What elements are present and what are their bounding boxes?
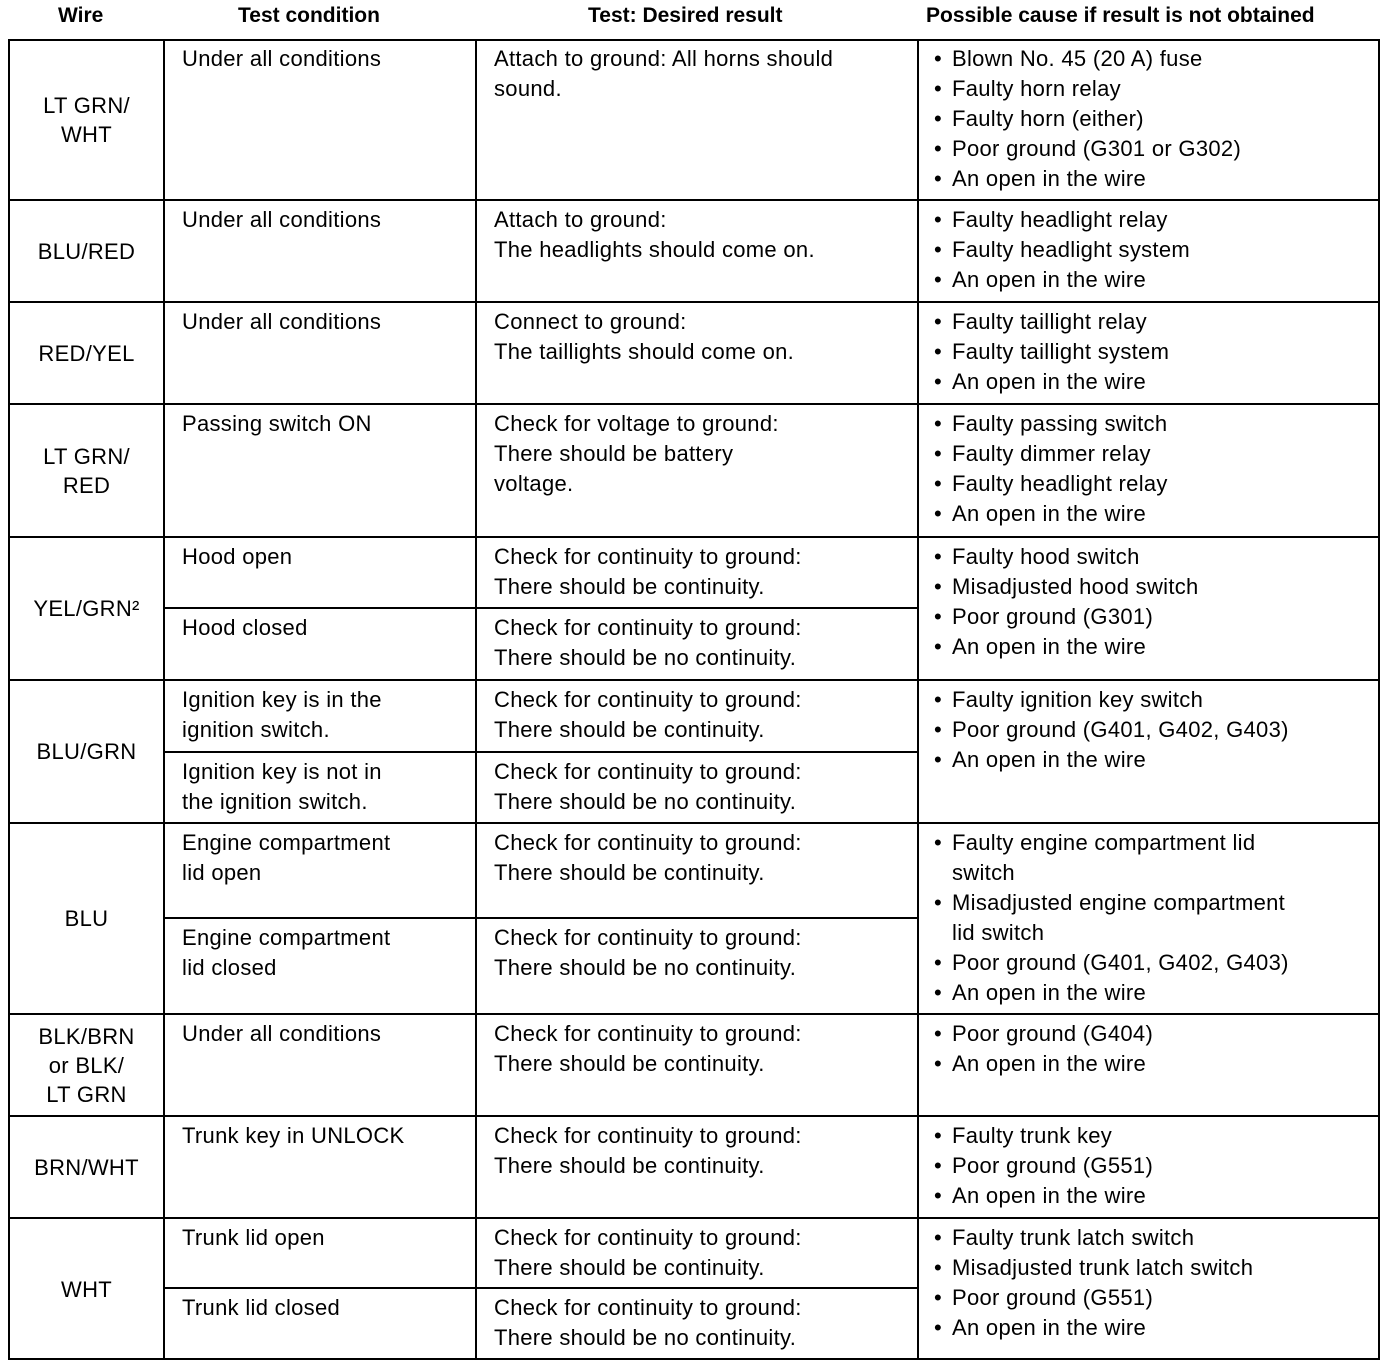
wire-color-label — [37, 737, 137, 766]
possible-cause-cell — [918, 302, 1379, 404]
wire-label-line: YEL/GRN² — [33, 596, 140, 621]
header-test-condition: Test condition — [238, 4, 380, 27]
bullet-icon: • — [934, 1285, 943, 1310]
bullet-icon: • — [934, 687, 943, 712]
wire-color-cell — [9, 200, 164, 302]
wire-label-line: LT GRN/ — [43, 443, 130, 469]
cause-list-item — [934, 1313, 1379, 1343]
cause-list-item — [934, 1019, 1379, 1049]
wire-label-line: WHT — [61, 1276, 112, 1302]
sub-row-divider — [164, 751, 918, 753]
test-condition-line: ignition switch. — [182, 717, 330, 742]
bullet-icon: • — [934, 441, 943, 466]
desired-result-line: The headlights should come on. — [494, 237, 815, 262]
test-condition-line: the ignition switch. — [182, 789, 368, 814]
wire-color-label — [33, 594, 139, 623]
desired-result-cell — [476, 302, 918, 404]
cause-text: An open in the wire — [952, 166, 1147, 191]
desired-result-cell — [476, 39, 918, 200]
test-condition-cell — [164, 752, 476, 823]
cause-list-item — [934, 74, 1379, 104]
wire-color-label — [38, 237, 135, 266]
possible-cause-cell — [918, 1116, 1379, 1218]
test-condition-line: Trunk lid closed — [182, 1295, 341, 1320]
cause-text: Faulty hood switch — [952, 544, 1140, 569]
test-condition-cell — [164, 537, 476, 608]
header-possible-cause: Possible cause if result is not obtained — [926, 4, 1315, 27]
wire-color-label — [38, 1022, 134, 1109]
bullet-icon: • — [934, 1315, 943, 1340]
header-desired-result: Test: Desired result — [588, 4, 783, 27]
possible-cause-cell — [918, 1218, 1379, 1360]
wire-color-label — [65, 904, 109, 933]
possible-cause-cell — [918, 823, 1379, 1014]
cause-list-item — [934, 439, 1379, 469]
bullet-icon: • — [934, 830, 943, 855]
test-condition-line: Under all conditions — [182, 309, 382, 334]
desired-result-cell — [476, 537, 918, 608]
test-condition-line: lid closed — [182, 955, 277, 980]
bullet-icon: • — [934, 411, 943, 436]
test-condition-line: lid open — [182, 860, 262, 885]
test-condition-cell — [164, 1116, 476, 1218]
bullet-icon: • — [934, 1051, 943, 1076]
cause-list-item — [934, 715, 1379, 745]
test-condition-line: Ignition key is not in — [182, 759, 382, 784]
cause-list-item — [934, 685, 1379, 715]
cause-text: Faulty taillight relay — [952, 309, 1147, 334]
desired-result-line: There should be no continuity. — [494, 789, 797, 814]
cause-list-item — [934, 409, 1379, 439]
possible-cause-cell — [918, 200, 1379, 302]
test-condition-cell — [164, 608, 476, 680]
sub-row-divider — [164, 917, 918, 919]
test-condition-line: Trunk key in UNLOCK — [182, 1123, 405, 1148]
wire-color-cell — [9, 404, 164, 537]
cause-list-item — [934, 1151, 1379, 1181]
possible-cause-cell — [918, 404, 1379, 537]
desired-result-cell — [476, 1116, 918, 1218]
test-condition-cell — [164, 1014, 476, 1116]
desired-result-line: Attach to ground: — [494, 207, 667, 232]
cause-list-item — [934, 134, 1379, 164]
cause-text: An open in the wire — [952, 369, 1147, 394]
bullet-icon: • — [934, 309, 943, 334]
cause-text: An open in the wire — [952, 634, 1147, 659]
cause-list-item — [934, 632, 1379, 662]
desired-result-line: There should be continuity. — [494, 860, 765, 885]
cause-text: Faulty dimmer relay — [952, 441, 1151, 466]
wire-color-cell — [9, 1014, 164, 1116]
desired-result-cell — [476, 918, 918, 1014]
bullet-icon: • — [934, 207, 943, 232]
cause-list-item — [934, 1049, 1379, 1079]
bullet-icon: • — [934, 1255, 943, 1280]
wire-label-line: LT GRN — [46, 1081, 127, 1107]
desired-result-line: Check for continuity to ground: — [494, 925, 802, 950]
cause-text: Poor ground (G551) — [952, 1285, 1154, 1310]
cause-list-item — [934, 1223, 1379, 1253]
desired-result-line: Attach to ground: All horns should — [494, 46, 834, 71]
cause-text: Poor ground (G551) — [952, 1153, 1154, 1178]
bullet-icon: • — [934, 980, 943, 1005]
cause-text: Faulty trunk key — [952, 1123, 1113, 1148]
test-condition-line: Engine compartment — [182, 925, 391, 950]
cause-list-item — [934, 164, 1379, 194]
cause-list-item — [934, 828, 1379, 888]
bullet-icon: • — [934, 76, 943, 101]
cause-list-item — [934, 307, 1379, 337]
cause-list-item — [934, 948, 1379, 978]
cause-list-item — [934, 44, 1379, 74]
test-condition-line: Trunk lid open — [182, 1225, 325, 1250]
bullet-icon: • — [934, 717, 943, 742]
cause-list-item — [934, 469, 1379, 499]
cause-list-item — [934, 265, 1379, 295]
cause-list-item — [934, 888, 1379, 948]
test-condition-cell — [164, 404, 476, 537]
possible-cause-cell — [918, 537, 1379, 680]
possible-cause-cell — [918, 39, 1379, 200]
desired-result-line: Check for continuity to ground: — [494, 544, 802, 569]
desired-result-line: voltage. — [494, 471, 574, 496]
bullet-icon: • — [934, 339, 943, 364]
test-condition-cell — [164, 200, 476, 302]
desired-result-cell — [476, 608, 918, 680]
cause-text: Poor ground (G401, G402, G403) — [952, 717, 1289, 742]
wire-color-cell — [9, 1116, 164, 1218]
cause-list-item — [934, 572, 1379, 602]
cause-list-item — [934, 235, 1379, 265]
desired-result-line: There should be continuity. — [494, 1255, 765, 1280]
cause-text: Poor ground (G401, G402, G403) — [952, 950, 1289, 975]
desired-result-cell — [476, 404, 918, 537]
cause-text: Faulty headlight relay — [952, 207, 1168, 232]
sub-row-divider — [164, 607, 918, 609]
test-condition-line: Under all conditions — [182, 1021, 382, 1046]
desired-result-line: There should be continuity. — [494, 1051, 765, 1076]
desired-result-cell — [476, 1014, 918, 1116]
cause-text: Misadjusted engine compartment — [952, 890, 1286, 915]
desired-result-line: There should be no continuity. — [494, 1325, 797, 1350]
desired-result-line: Check for continuity to ground: — [494, 615, 802, 640]
wire-color-label — [61, 1275, 112, 1304]
bullet-icon: • — [934, 890, 943, 915]
bullet-icon: • — [934, 544, 943, 569]
cause-text: An open in the wire — [952, 1051, 1147, 1076]
wire-color-cell — [9, 823, 164, 1014]
desired-result-line: sound. — [494, 76, 562, 101]
test-condition-line: Hood closed — [182, 615, 308, 640]
wire-color-cell — [9, 39, 164, 200]
bullet-icon: • — [934, 747, 943, 772]
cause-text: Faulty horn relay — [952, 76, 1121, 101]
wire-color-label — [38, 339, 134, 368]
test-condition-line: Under all conditions — [182, 207, 382, 232]
test-condition-line: Engine compartment — [182, 830, 391, 855]
cause-text: Faulty headlight relay — [952, 471, 1168, 496]
desired-result-cell — [476, 1288, 918, 1360]
cause-text: lid switch — [952, 920, 1045, 945]
cause-text: Misadjusted hood switch — [952, 574, 1199, 599]
desired-result-line: There should be no continuity. — [494, 955, 797, 980]
cause-text: Faulty horn (either) — [952, 106, 1144, 131]
desired-result-line: Check for continuity to ground: — [494, 830, 802, 855]
cause-text: Poor ground (G301) — [952, 604, 1154, 629]
desired-result-line: Check for continuity to ground: — [494, 687, 802, 712]
bullet-icon: • — [934, 369, 943, 394]
bullet-icon: • — [934, 501, 943, 526]
desired-result-cell — [476, 752, 918, 823]
cause-text: An open in the wire — [952, 501, 1147, 526]
cause-text: Blown No. 45 (20 A) fuse — [952, 46, 1203, 71]
test-condition-cell — [164, 918, 476, 1014]
test-condition-cell — [164, 302, 476, 404]
wire-color-cell — [9, 1218, 164, 1360]
desired-result-line: There should be continuity. — [494, 717, 765, 742]
bullet-icon: • — [934, 1153, 943, 1178]
test-condition-cell — [164, 39, 476, 200]
cause-list-item — [934, 205, 1379, 235]
cause-text: Faulty passing switch — [952, 411, 1168, 436]
wire-label-line: BLK/BRN — [38, 1023, 135, 1049]
cause-text: switch — [952, 860, 1015, 885]
bullet-icon: • — [934, 166, 943, 191]
cause-text: Faulty ignition key switch — [952, 687, 1204, 712]
bullet-icon: • — [934, 46, 943, 71]
desired-result-cell — [476, 823, 918, 918]
test-condition-cell — [164, 823, 476, 918]
desired-result-line: Check for continuity to ground: — [494, 1021, 802, 1046]
desired-result-line: There should be continuity. — [494, 1153, 765, 1178]
wire-color-cell — [9, 680, 164, 823]
wire-label-line: LT GRN/ — [43, 92, 130, 118]
desired-result-cell — [476, 1218, 918, 1288]
wire-label-line: or BLK/ — [48, 1052, 125, 1078]
wire-label-line: BRN/WHT — [34, 1154, 139, 1180]
cause-text: Poor ground (G404) — [952, 1021, 1154, 1046]
test-condition-cell — [164, 680, 476, 752]
test-condition-line: Under all conditions — [182, 46, 382, 71]
bullet-icon: • — [934, 1021, 943, 1046]
wire-label-line: BLU/GRN — [36, 739, 137, 764]
bullet-icon: • — [934, 471, 943, 496]
sub-row-divider — [164, 1287, 918, 1289]
cause-text: Faulty trunk latch switch — [952, 1225, 1195, 1250]
bullet-icon: • — [934, 267, 943, 292]
test-condition-cell — [164, 1218, 476, 1288]
cause-text: Faulty headlight system — [952, 237, 1191, 262]
desired-result-line: There should be no continuity. — [494, 645, 797, 670]
desired-result-line: There should be continuity. — [494, 574, 765, 599]
cause-list-item — [934, 337, 1379, 367]
cause-list-item — [934, 1181, 1379, 1211]
cause-text: Faulty engine compartment lid — [952, 830, 1256, 855]
cause-text: An open in the wire — [952, 980, 1147, 1005]
desired-result-cell — [476, 200, 918, 302]
wire-color-label — [43, 91, 130, 149]
wire-label-line: BLU — [64, 906, 109, 931]
bullet-icon: • — [934, 1123, 943, 1148]
cause-text: An open in the wire — [952, 747, 1147, 772]
wire-color-label — [34, 1153, 139, 1182]
cause-list-item — [934, 104, 1379, 134]
bullet-icon: • — [934, 950, 943, 975]
bullet-icon: • — [934, 106, 943, 131]
cause-list-item — [934, 978, 1379, 1008]
bullet-icon: • — [934, 604, 943, 629]
bullet-icon: • — [934, 1183, 943, 1208]
test-condition-line: Ignition key is in the — [182, 687, 382, 712]
wire-label-line: WHT — [60, 121, 112, 147]
cause-text: Faulty taillight system — [952, 339, 1170, 364]
cause-text: Poor ground (G301 or G302) — [952, 136, 1242, 161]
test-condition-cell — [164, 1288, 476, 1360]
test-condition-line: Hood open — [182, 544, 293, 569]
desired-result-line: Check for voltage to ground: — [494, 411, 779, 436]
wire-label-line: RED/YEL — [38, 340, 135, 366]
cause-text: An open in the wire — [952, 1183, 1147, 1208]
possible-cause-cell — [918, 680, 1379, 823]
cause-list-item — [934, 499, 1379, 529]
wire-color-cell — [9, 302, 164, 404]
wire-label-line: BLU/RED — [37, 238, 136, 264]
desired-result-line: Check for continuity to ground: — [494, 1295, 802, 1320]
wire-label-line: RED — [62, 472, 111, 498]
test-condition-line: Passing switch ON — [182, 411, 372, 436]
bullet-icon: • — [934, 136, 943, 161]
bullet-icon: • — [934, 574, 943, 599]
wire-color-label — [43, 442, 130, 500]
bullet-icon: • — [934, 634, 943, 659]
desired-result-line: Check for continuity to ground: — [494, 1123, 802, 1148]
desired-result-line: Connect to ground: — [494, 309, 687, 334]
cause-list-item — [934, 602, 1379, 632]
possible-cause-cell — [918, 1014, 1379, 1116]
cause-text: Misadjusted trunk latch switch — [952, 1255, 1254, 1280]
header-wire: Wire — [58, 4, 104, 27]
cause-list-item — [934, 542, 1379, 572]
desired-result-line: There should be battery — [494, 441, 734, 466]
desired-result-line: Check for continuity to ground: — [494, 1225, 802, 1250]
cause-list-item — [934, 1121, 1379, 1151]
bullet-icon: • — [934, 237, 943, 262]
cause-text: An open in the wire — [952, 1315, 1147, 1340]
desired-result-line: Check for continuity to ground: — [494, 759, 802, 784]
cause-text: An open in the wire — [952, 267, 1147, 292]
cause-list-item — [934, 367, 1379, 397]
wire-color-cell — [9, 537, 164, 680]
cause-list-item — [934, 1253, 1379, 1283]
bullet-icon: • — [934, 1225, 943, 1250]
desired-result-cell — [476, 680, 918, 752]
cause-list-item — [934, 745, 1379, 775]
cause-list-item — [934, 1283, 1379, 1313]
desired-result-line: The taillights should come on. — [494, 339, 795, 364]
